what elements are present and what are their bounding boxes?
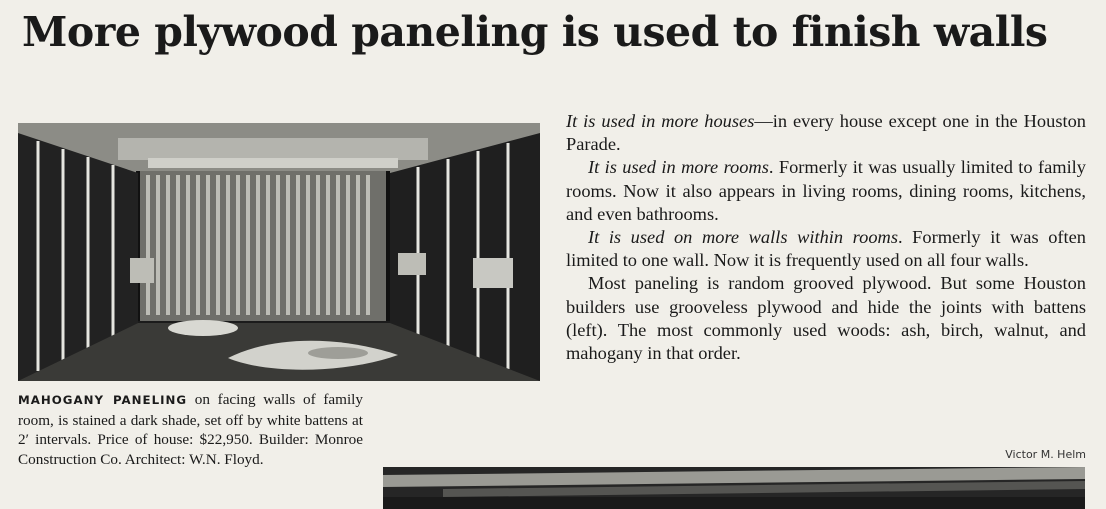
paragraph-4: Most paneling is random grooved plywood. But some Houston builders use grooveless plywood and hide the joints with battens (left). The most commonly used woods: ash, birch, walnut, and mahogany in that order. <box>566 273 1086 364</box>
paragraph-3-text: . Formerly it was often limited to one wall. Now it is frequently used on all four walls. <box>566 227 1086 271</box>
paragraph-2-italic: It is used in more rooms <box>588 157 769 178</box>
paragraph-2 <box>566 156 1086 226</box>
paragraph-1 <box>566 110 1086 156</box>
paragraph-2-text: . Formerly it was usually limited to family rooms. Now it also appears in living rooms, dining rooms, kitchens, and even bathrooms. <box>566 157 1086 224</box>
article-body <box>566 110 1086 365</box>
paragraph-1-italic: It is used in more houses <box>566 111 755 131</box>
paragraph-1-text: —in every house except one in the Houston Parade. <box>566 111 1086 155</box>
headline: More plywood paneling is used to finish walls <box>22 8 1048 56</box>
photo-caption <box>18 390 363 469</box>
caption-text: on facing walls of family room, is stained a dark shade, set off by white battens at 2′ intervals. Price of house: $22,950. Builder: Monroe Construction Co. Architect: W.N. Floyd. <box>18 391 363 468</box>
photo-credit: Victor M. Helm <box>1005 448 1086 461</box>
caption-lead: MAHOGANY PANELING <box>18 393 188 407</box>
family-room-photo <box>18 123 540 381</box>
paragraph-3 <box>566 226 1086 272</box>
second-photo <box>383 467 1085 509</box>
paragraph-3-italic: It is used on more walls within rooms <box>588 227 898 248</box>
